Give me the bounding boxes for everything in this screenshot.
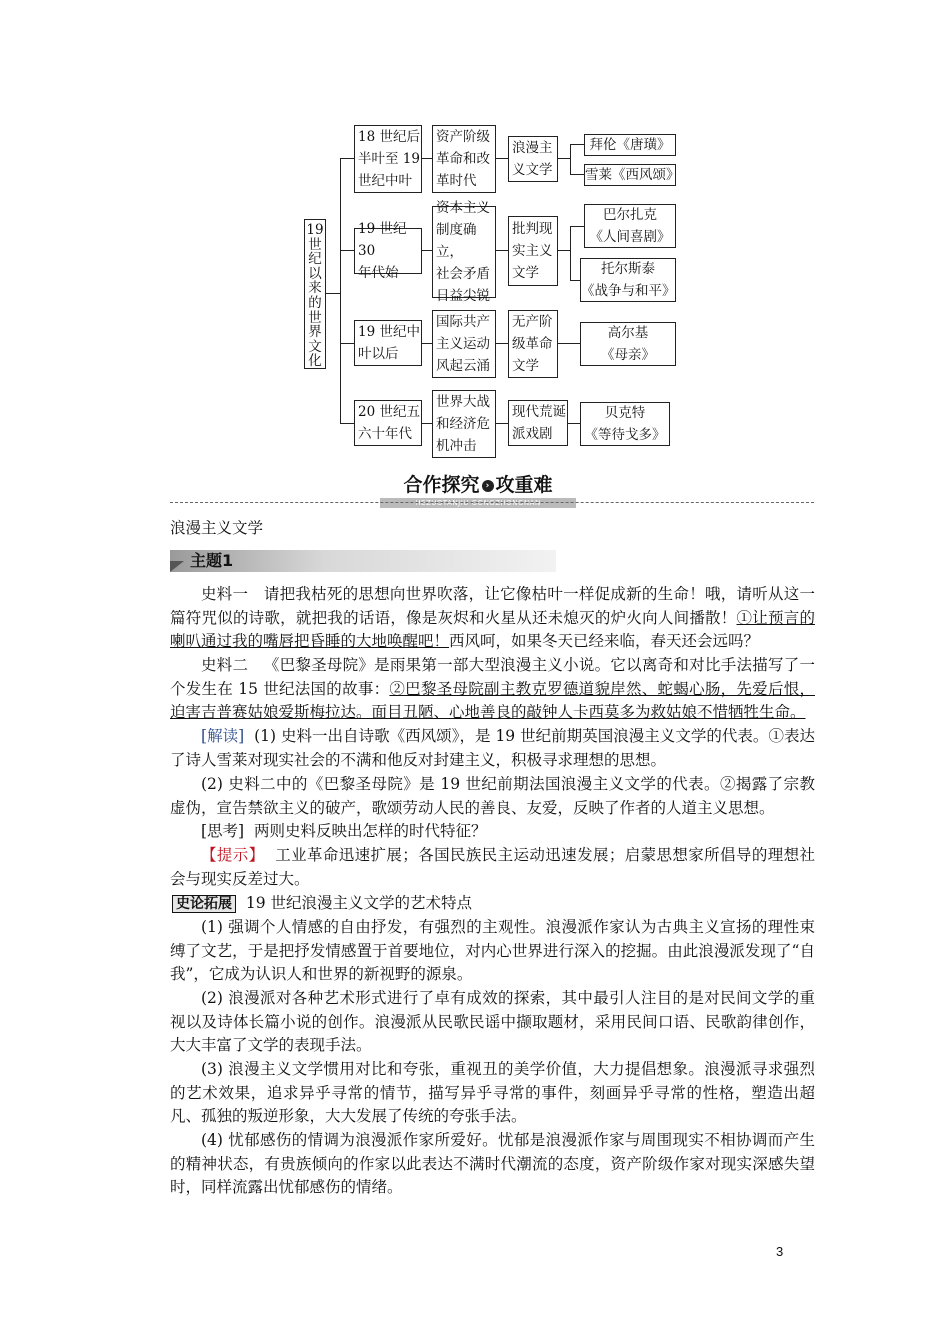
connector	[570, 174, 584, 175]
source-one-underlined: ①让预言的喇叭通过我的嘴唇把昏睡的大地唤醒吧！	[170, 608, 815, 650]
work-node: 雪莱《西风颂》	[584, 164, 676, 186]
section-divider	[170, 502, 814, 503]
connector	[568, 423, 580, 424]
root-char: 界	[308, 324, 322, 341]
connector	[496, 423, 508, 424]
topic-triangle-icon	[170, 561, 184, 572]
connector	[570, 144, 571, 174]
period-node: 20 世纪五 六十年代	[354, 400, 422, 446]
root-node	[304, 219, 326, 369]
hint-text: 工业革命迅速扩展；各国民族民主运动迅速发展；启蒙思想家所倡导的理想社会与现实反差过大。	[170, 846, 815, 888]
connector	[570, 226, 571, 280]
thinking-label: [思考]	[201, 822, 245, 840]
interpretation-one	[170, 725, 815, 772]
genre-node: 批判现 实主义 文学	[508, 216, 558, 286]
connector	[422, 423, 432, 424]
thinking-text: 两则史料反映出怎样的时代特征？	[253, 822, 487, 840]
topic-label: 主题1	[190, 551, 234, 570]
source-one	[170, 583, 815, 654]
connector	[558, 158, 570, 159]
background-node: 资本主义 制度确立， 社会矛盾 日益尖锐	[432, 206, 496, 298]
connector	[340, 158, 354, 159]
root-char: 以	[308, 265, 322, 282]
work-node: 贝克特 《等待戈多》	[580, 402, 670, 446]
connector	[570, 226, 584, 227]
root-char: 来	[308, 280, 322, 297]
section-subtitle: HEZUOTANJIU GONGZHONGNAN	[380, 498, 576, 508]
root-char: 世	[308, 236, 322, 253]
genre-node: 现代荒诞 派戏剧	[508, 400, 568, 446]
page-number: 3	[776, 1244, 784, 1259]
extension-point: (1) 强调个人情感的自由抒发，有强烈的主观性。浪漫派作家认为古典主义宣扬的理性束缚了文艺，于是把抒发情感置于首要地位，对内心世界进行深入的挖掘。由此浪漫派发现了“自我”，它成为认识人和世界的新视野的源泉。	[170, 918, 815, 983]
interpretation-label: [解读]	[201, 727, 245, 745]
genre-node: 浪漫主 义文学	[508, 136, 558, 182]
extension-heading	[170, 892, 815, 917]
connector	[570, 144, 584, 145]
source-one-label: 史料一	[201, 585, 249, 603]
background-node: 世界大战 和经济危 机冲击	[432, 390, 496, 458]
connector	[340, 158, 341, 423]
interpretation-two: (2) 史料二中的《巴黎圣母院》是 19 世纪前期法国浪漫主义文学的代表。②揭露了宗教虚伪，宣告禁欲主义的破产，歌颂劳动人民的善良、友爱，反映了作者的人道主义思想。	[170, 775, 815, 817]
work-node: 巴尔扎克 《人间喜剧》	[584, 204, 676, 248]
background-node: 国际共产 主义运动 风起云涌	[432, 310, 496, 378]
hint-label: 【提示】	[201, 846, 265, 864]
topic-heading: 浪漫主义文学	[170, 519, 264, 537]
period-node: 19 世纪 30 年代始	[354, 228, 422, 274]
connector	[340, 343, 354, 344]
extension-point: (3) 浪漫主义文学惯用对比和夸张，重视丑的美学价值，大力提倡想象。浪漫派寻求强烈的艺术效果，追求异乎寻常的情节，描写异乎寻常的事件，刻画异乎寻常的性格，塑造出超凡、孤独的叛逆形象，大大发展了传统的夸张手法。	[170, 1060, 815, 1125]
arrow-circle-icon: ›	[482, 480, 494, 492]
hint	[170, 844, 815, 891]
period-node: 18 世纪后 半叶至 19 世纪中叶	[354, 125, 422, 193]
work-node: 拜伦《唐璜》	[584, 134, 676, 156]
source-two	[170, 654, 815, 725]
connector	[496, 343, 508, 344]
connector	[422, 343, 432, 344]
thinking	[170, 820, 815, 844]
work-node: 托尔斯泰 《战争与和平》	[580, 258, 676, 302]
section-title-main: 合作探究	[403, 474, 480, 496]
source-two-label: 史料二	[201, 656, 249, 674]
genre-node: 无产阶 级革命 文学	[508, 310, 558, 378]
root-char: 化	[308, 353, 322, 370]
root-char: 世	[308, 309, 322, 326]
extension-point: (2) 浪漫派对各种艺术形式进行了卓有成效的探索，其中最引人注目的是对民间文学的重视以及诗体长篇小说的创作。浪漫派从民歌民谣中撷取题材，采用民间口语、民歌韵律创作，大大丰富了文学的表现手法。	[170, 989, 815, 1054]
connector	[422, 250, 432, 251]
extension-point: (4) 忧郁感伤的情调为浪漫派作家所爱好。忧郁是浪漫派作家与周围现实不相协调而产生的精神状态，有贵族倾向的作家以此表达不满时代潮流的态度，资产阶级作家对现实深感失望时，同样流露出忧郁感伤的情绪。	[170, 1131, 815, 1196]
source-one-text-end: 西风呵，如果冬天已经来临，春天还会远吗？	[449, 632, 760, 650]
source-two-underlined: ②巴黎圣母院副主教克罗德道貌岸然、蛇蝎心肠，先爱后恨，迫害吉普赛姑娘爱斯梅拉达。面目丑陋、心地善良的敲钟人卡西莫多为救姑娘不惜牺牲生命。	[170, 679, 815, 721]
connector	[496, 158, 508, 159]
source-two-text: 《巴黎圣母院》是雨果第一部大型浪漫主义小说。它以离奇和对比手法描写了一个发生在 15 世纪法国的故事：	[170, 656, 815, 698]
connector	[340, 423, 354, 424]
background-node: 资产阶级 革命和改 革时代	[432, 125, 496, 193]
section-title	[380, 472, 576, 498]
section-title-accent: 攻重难	[495, 474, 553, 496]
connector	[422, 158, 432, 159]
connector	[558, 250, 570, 251]
interpretation-text: (1) 史料一出自诗歌《西风颂》，是 19 世纪前期英国浪漫主义文学的代表。①表达了诗人雪莱对现实社会的不满和他反对封建主义，积极寻求理想的思想。	[170, 727, 815, 769]
section-banner	[380, 472, 576, 507]
work-node: 高尔基 《母亲》	[580, 322, 676, 366]
root-char: 的	[308, 294, 322, 311]
extension-label: 史论拓展	[172, 895, 236, 913]
connector	[340, 250, 354, 251]
source-one-text: 请把我枯死的思想向世界吹落，让它像枯叶一样促成新的生命！哦，请听从这一篇符咒似的诗歌，就把我的话语，像是灰烬和火星从还未熄灭的炉火向人间播散！	[170, 585, 815, 627]
root-char: 19	[306, 222, 324, 238]
root-char: 文	[308, 338, 322, 355]
period-node: 19 世纪中 叶以后	[354, 320, 422, 366]
connector	[496, 250, 508, 251]
connector	[326, 293, 340, 294]
root-char: 纪	[308, 251, 322, 268]
connector	[558, 343, 580, 344]
extension-title: 19 世纪浪漫主义文学的艺术特点	[245, 894, 473, 912]
